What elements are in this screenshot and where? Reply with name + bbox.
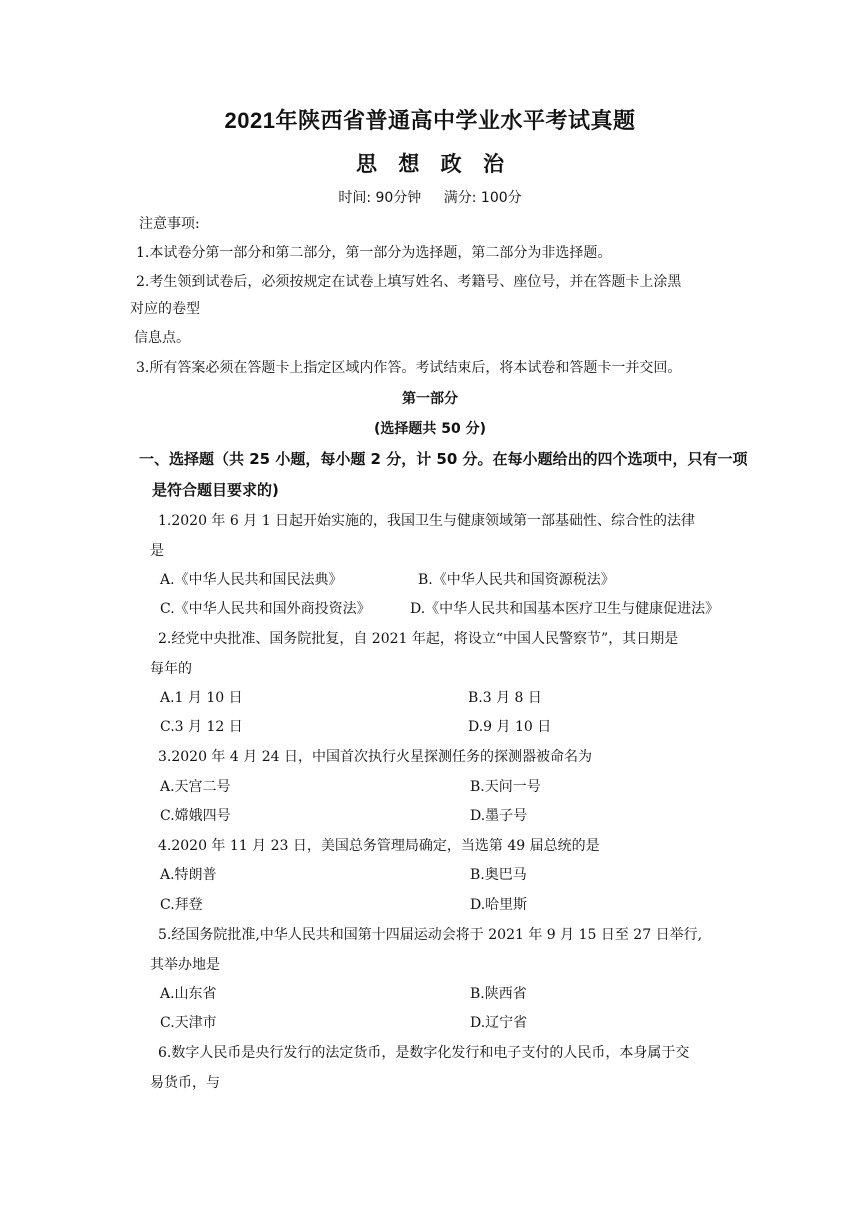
question-2-option-b: B.3 月 8 日 bbox=[468, 690, 542, 706]
notes-heading: 注意事项: bbox=[139, 216, 200, 232]
question-1-stem-cont: 是 bbox=[150, 543, 164, 559]
question-2-stem-cont: 每年的 bbox=[150, 661, 192, 677]
section-instruction: 一、选择题（共 25 小题，每小题 2 分，计 50 分。在每小题给出的四个选项中，只有一项 bbox=[139, 450, 748, 468]
part-title: 第一部分 bbox=[402, 391, 458, 407]
question-3-option-d: D.墨子号 bbox=[470, 808, 528, 824]
note-3: 3.所有答案必须在答题卡上指定区域内作答。考试结束后，将本试卷和答题卡一并交回。 bbox=[136, 360, 682, 376]
question-2-option-a: A.1 月 10 日 bbox=[160, 690, 243, 706]
exam-meta bbox=[0, 187, 860, 207]
question-4-option-d: D.哈里斯 bbox=[470, 897, 528, 913]
section-instruction-cont: 是符合题目要求的) bbox=[152, 481, 279, 499]
question-4-option-a: A.特朗普 bbox=[160, 867, 217, 883]
exam-time: 时间: 90分钟 bbox=[338, 190, 422, 206]
question-1-option-a: A.《中华人民共和国民法典》 bbox=[160, 572, 343, 588]
note-1: 1.本试卷分第一部分和第二部分，第一部分为选择题，第二部分为非选择题。 bbox=[136, 245, 612, 261]
question-1-option-c: C.《中华人民共和国外商投资法》 bbox=[160, 601, 371, 617]
question-1-option-b: B.《中华人民共和国资源税法》 bbox=[418, 572, 615, 588]
question-3-stem: 3.2020 年 4 月 24 日，中国首次执行火星探测任务的探测器被命名为 bbox=[158, 749, 592, 765]
subject-title: 思 想 政 治 bbox=[356, 152, 504, 176]
exam-title: 2021年陕西省普通高中学业水平考试真题 bbox=[224, 108, 636, 133]
question-2-option-d: D.9 月 10 日 bbox=[468, 719, 552, 735]
question-5-stem: 5.经国务院批准,中华人民共和国第十四届运动会将于 2021 年 9 月 15 日至 27 日举行, bbox=[158, 927, 703, 943]
question-4-option-b: B.奥巴马 bbox=[470, 867, 527, 883]
question-5-stem-cont: 其举办地是 bbox=[150, 957, 220, 973]
exam-score: 满分: 100分 bbox=[443, 190, 522, 206]
part-subtitle: (选择题共 50 分) bbox=[373, 421, 487, 437]
question-5-option-d: D.辽宁省 bbox=[470, 1015, 528, 1031]
question-1-option-d: D.《中华人民共和国基本医疗卫生与健康促进法》 bbox=[410, 601, 720, 617]
question-6-stem-cont: 易货币，与 bbox=[150, 1075, 220, 1091]
note-2-cont: 对应的卷型 bbox=[130, 301, 200, 317]
question-3-option-b: B.天问一号 bbox=[470, 779, 541, 795]
question-2-option-c: C.3 月 12 日 bbox=[160, 719, 243, 735]
question-2-stem: 2.经党中央批准、国务院批复，自 2021 年起，将设立“中国人民警察节”，其日期是 bbox=[158, 631, 679, 647]
question-6-stem: 6.数字人民币是央行发行的法定货币，是数字化发行和电子支付的人民币，本身属于交 bbox=[158, 1045, 690, 1061]
question-5-option-c: C.天津市 bbox=[160, 1015, 217, 1031]
question-4-option-c: C.拜登 bbox=[160, 897, 203, 913]
note-2-cont2: 信息点。 bbox=[134, 330, 190, 346]
note-2: 2.考生领到试卷后，必须按规定在试卷上填写姓名、考籍号、座位号，并在答题卡上涂黑 bbox=[136, 274, 682, 290]
question-4-stem: 4.2020 年 11 月 23 日，美国总务管理局确定，当选第 49 届总统的是 bbox=[158, 838, 600, 854]
question-5-option-b: B.陕西省 bbox=[470, 986, 527, 1002]
question-3-option-a: A.天宫二号 bbox=[160, 779, 231, 795]
question-3-option-c: C.嫦娥四号 bbox=[160, 808, 231, 824]
question-5-option-a: A.山东省 bbox=[160, 986, 217, 1002]
question-1-stem: 1.2020 年 6 月 1 日起开始实施的，我国卫生与健康领域第一部基础性、综合性的法律 bbox=[158, 513, 696, 529]
